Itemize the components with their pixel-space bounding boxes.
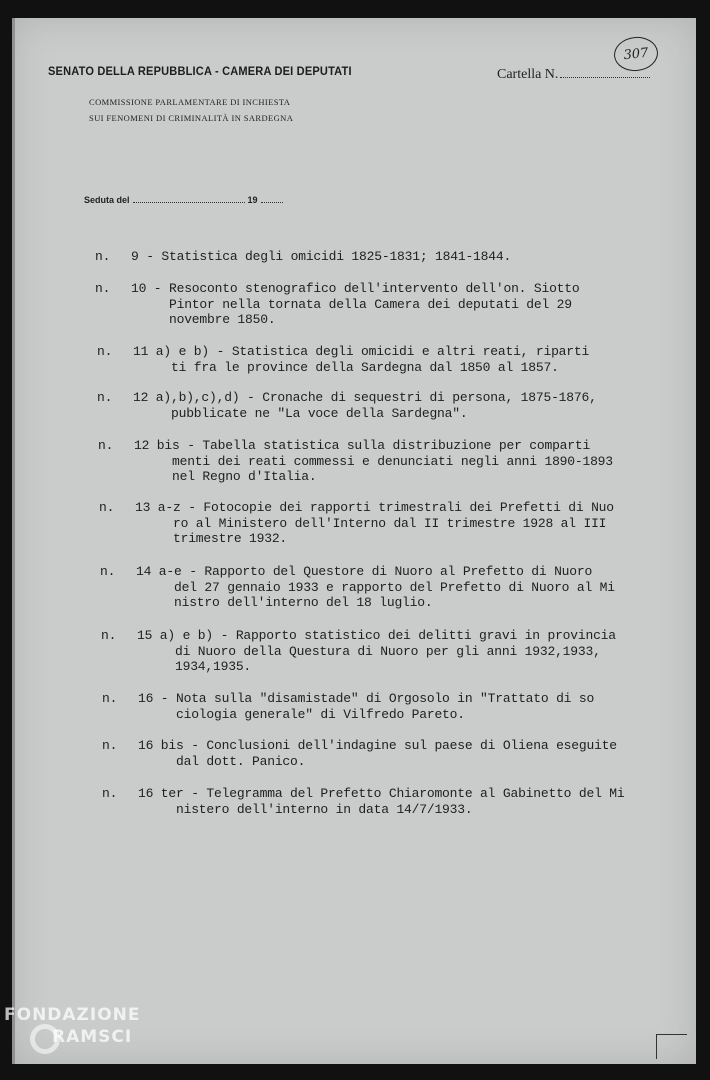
cartella-label: Cartella N.	[497, 67, 559, 82]
handwritten-page-number: 307	[612, 35, 659, 73]
list-item: n. 16 bis - Conclusioni dell'indagine sul paese di Oliena eseguite dal dott. Panico.	[102, 738, 617, 769]
list-item: n. 14 a-e - Rapporto del Questore di Nuoro al Prefetto di Nuoro del 27 gennaio 1933 e rapporto del Prefetto di Nuoro al Mi nistro dell'interno del 18 luglio.	[100, 564, 615, 610]
list-item: n. 9 - Statistica degli omicidi 1825-1831; 1841-1844.	[95, 249, 512, 264]
corner-mark	[656, 1034, 687, 1059]
list-item: n. 12 bis - Tabella statistica sulla distribuzione per comparti menti dei reati commessi e denunciati negli anni 1890-1893 nel Regno d'Italia.	[98, 438, 613, 484]
list-item: n. 15 a) e b) - Rapporto statistico dei delitti gravi in provincia di Nuoro della Questura di Nuoro per gli anni 1932,1933, 1934,1935.	[101, 628, 616, 674]
list-item: n. 11 a) e b) - Statistica degli omicidi e altri reati, riparti ti fra le province della Sardegna dal 1850 al 1857.	[97, 344, 590, 375]
list-item: n. 16 ter - Telegramma del Prefetto Chiaromonte al Gabinetto del Mi nistero dell'interno in data 14/7/1933.	[102, 786, 625, 817]
list-item: n. 16 - Nota sulla "disamistade" di Orgosolo in "Trattato di so ciologia generale" di Vilfredo Pareto.	[102, 691, 595, 722]
archive-watermark	[4, 1002, 184, 1074]
watermark-line-1: FONDAZIONE	[4, 1005, 141, 1025]
seduta-label: Seduta del	[84, 195, 130, 205]
watermark-line-2: RAMSCI	[52, 1027, 133, 1047]
list-item: n. 10 - Resoconto stenografico dell'intervento dell'on. Siotto Pintor nella tornata della Camera dei deputati del 29 novembre 1850.	[95, 281, 580, 327]
list-item: n. 12 a),b),c),d) - Cronache di sequestri di persona, 1875-1876, pubblicate ne "La voce della Sardegna".	[97, 390, 597, 421]
seduta-dots	[133, 194, 245, 203]
seduta-year-dots	[261, 194, 283, 203]
page-edge	[12, 18, 15, 1064]
document-page	[12, 18, 696, 1064]
commission-line-2: SUI FENOMENI DI CRIMINALITÀ IN SARDEGNA	[89, 113, 294, 123]
seduta-field	[84, 194, 283, 205]
commission-line-1: COMMISSIONE PARLAMENTARE DI INCHIESTA	[89, 97, 291, 107]
seduta-year: 19	[247, 195, 258, 205]
institution-header: SENATO DELLA REPUBBLICA - CAMERA DEI DEPUTATI	[48, 64, 352, 78]
list-item: n. 13 a-z - Fotocopie dei rapporti trimestrali dei Prefetti di Nuo ro al Ministero dell'Interno dal II trimestre 1928 al III trimestre 1932.	[99, 500, 614, 546]
